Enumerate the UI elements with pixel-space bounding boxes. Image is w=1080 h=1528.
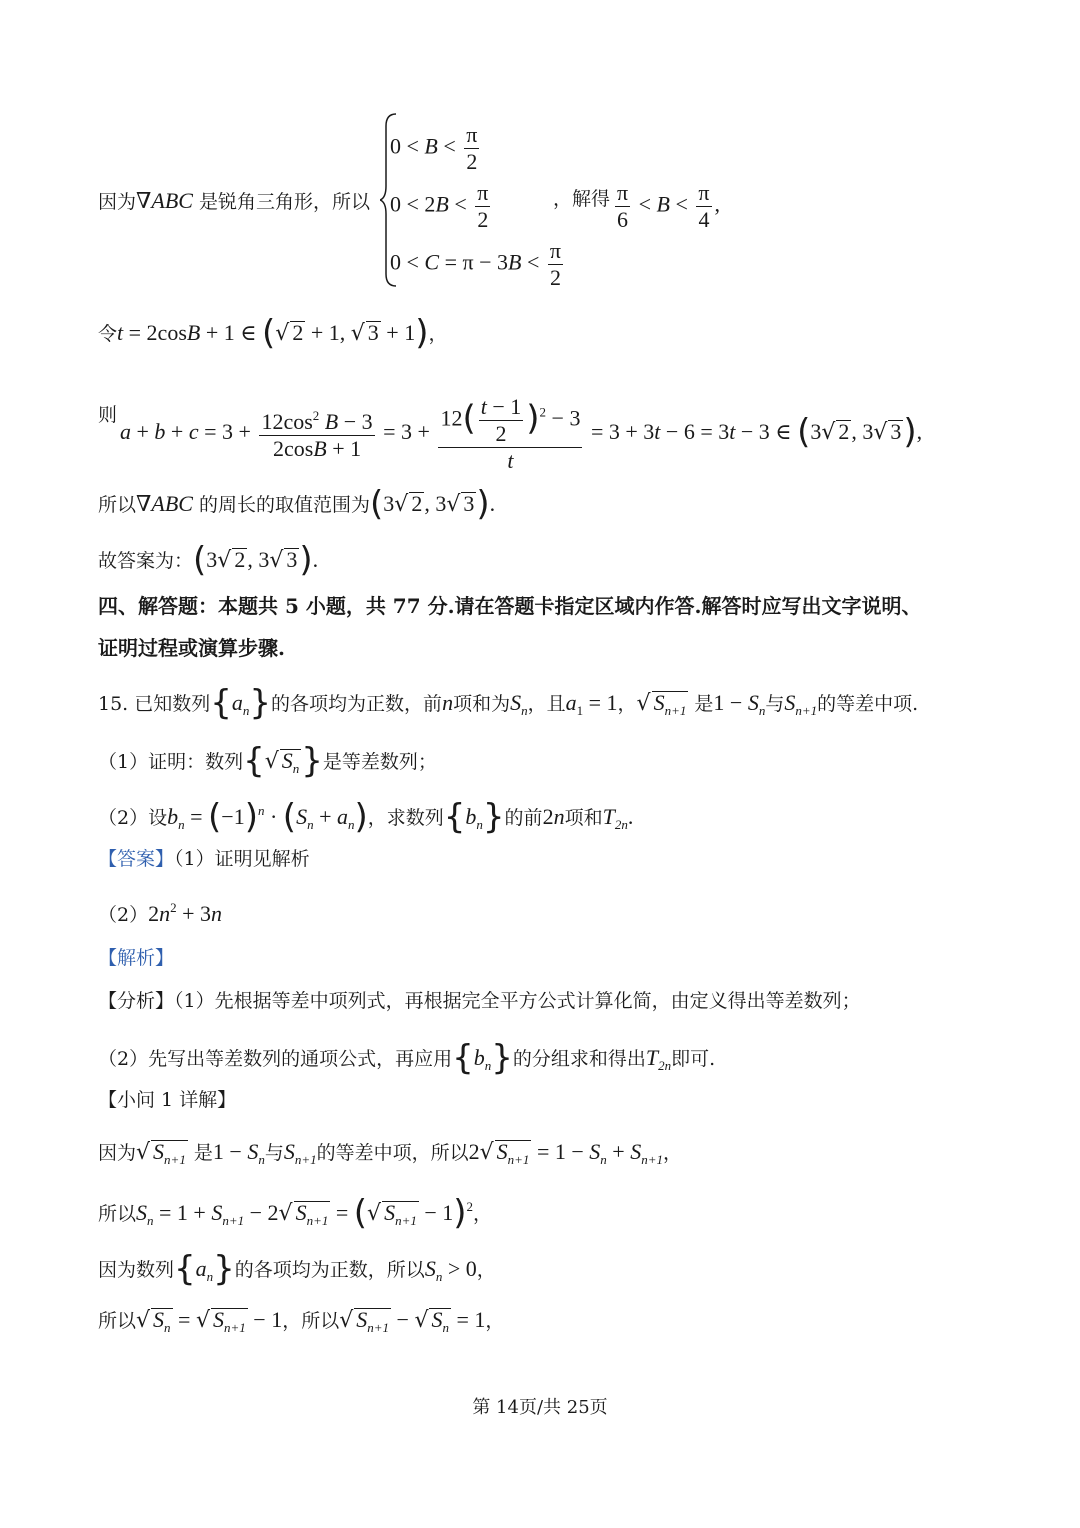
answer-line-1: 【答案】（1）证明见解析 [98,848,310,870]
fenxi-line-1: 【分析】（1）先根据等差中项列式，再根据完全平方公式计算化简，由定义得出等差数列； [98,990,861,1012]
line-perimeter-label: 则 [98,404,118,426]
answer-line-2: $(2)2n^2 + 3n$ [98,900,223,926]
ineq-3: 0 < C = π − 3B < $\frac{\pi}{2}$ [390,238,562,290]
line-perimeter-formula: a + b + c = 3 + $\frac{12\cos^2 B - 3}{2\cos B + 1}$ = 3 + 12( $\frac{t - 1}{2}$ )$^2$ − 3 t = 3 + 3t − 6 = 3t − 3 ∈ (3√ 2, 3√ 3), [120,394,923,473]
line-acute-triangle: 因为∇ABC 是锐角三角形，所以 [98,188,371,213]
detail-line-2: 所以$S_n = 1 + S_{n+1} - 2√$ $S_{n+1}$ = (√ $S_{n+1} - 1)^2$， [98,1193,493,1233]
detail-line-3: 因为数列$\{a_n\}$的各项均为正数，所以$S_n > 0$， [98,1249,496,1289]
line-perimeter-range: 所以∇ABC 的周长的取值范围为(3√ 2, 3√ 3). [98,484,496,524]
analysis-tag: 【解析】 [98,947,175,969]
line-answer: 故答案为：(3√ 2, 3√ 3). [98,540,319,580]
question-15: 15. 已知数列$\{a_n\}$的各项均为正数，前n项和为$S_n$，且$a_1 = 1$，√ $S_{n+1}$ 是$1 - S_n$与$S_{n+1}$的等差中项. [98,683,919,723]
sub-question-1-tag: 【小问 1 详解】 [98,1089,237,1111]
page-footer: 第 14页/共 25页 [472,1397,608,1418]
ineq-2: 0 < 2B < $\frac{\pi}{2}$ [390,180,489,232]
detail-line-4: 所以√ $S_n$ = √ $S_{n+1} - 1$，所以√ $S_{n+1}$ − √ $S_n = 1$， [98,1307,505,1335]
solve-result: ，解得 [553,188,611,210]
solve-range: $\frac{\pi}{6}$ < B < $\frac{\pi}{4}$ , [617,180,721,232]
fenxi-line-2: （2）先写出等差数列的通项公式，再应用$\{b_n\}$的分组求和得出$T_{2n}$即可. [98,1038,716,1078]
question-15-part-1: （1）证明：数列{√ $S_n$}是等差数列； [98,741,437,781]
line-substitution: 令t = 2cosB + 1 ∈ (√ 2 + 1, √ 3 + 1)， [98,313,448,353]
detail-line-1: 因为√ $S_{n+1}$ 是$1 - S_n$与$S_{n+1}$的等差中项，所以2√ $S_{n+1} = 1 - S_n + S_{n+1}$， [98,1139,682,1167]
section-title: 四、解答题：本题共 5 小题，共 77 分.请在答题卡指定区域内作答.解答时应写出文字说明、 [98,594,922,618]
section-title-cont: 证明过程或演算步骤. [98,636,285,660]
question-15-part-2: （2）设$b_n = (-1)^n \cdot (S_n + a_n)$，求数列$\{b_n\}$的前2n项和$T_{2n}$. [98,797,634,837]
answer-tag: 【答案】 [98,848,175,870]
ineq-1: 0 < B < $\frac{\pi}{2}$ [390,122,478,174]
